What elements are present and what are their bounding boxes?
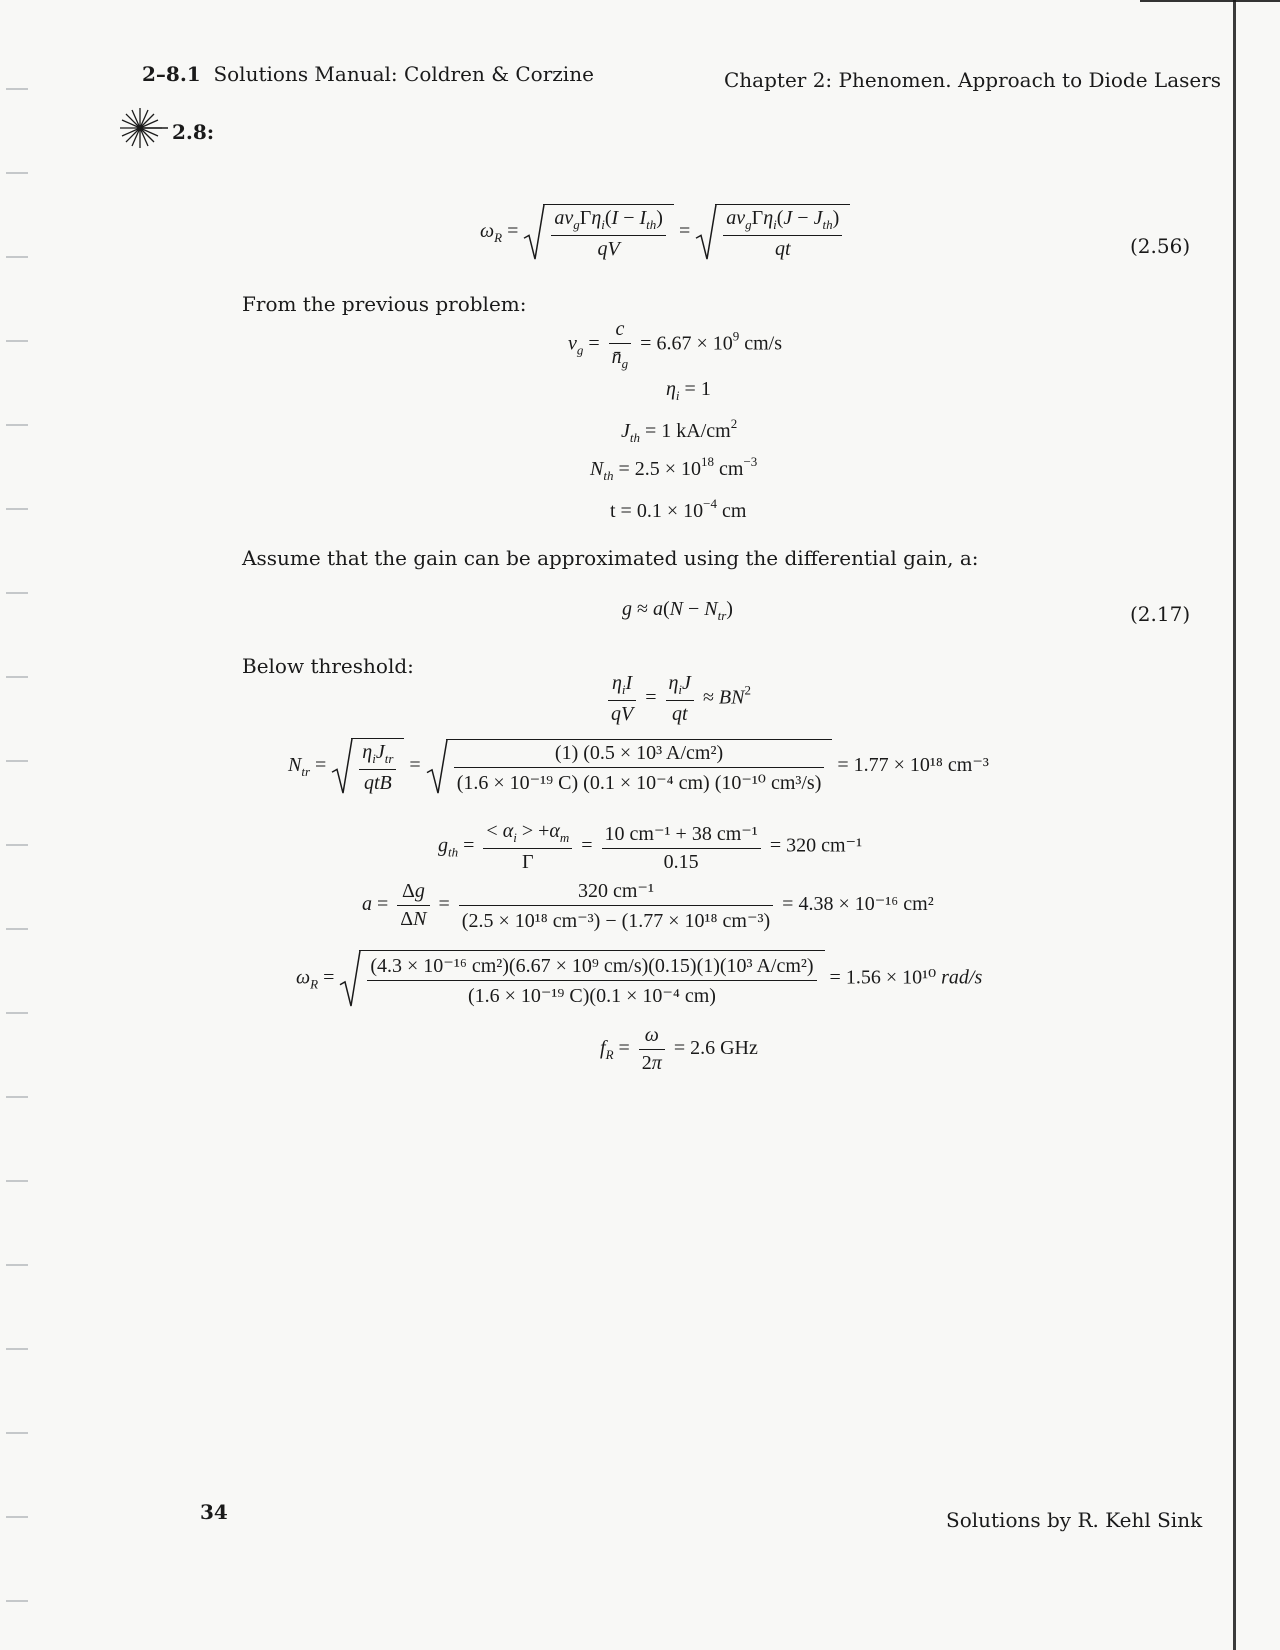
a-numerator: 320 cm⁻¹	[459, 878, 773, 906]
header-title: Solutions Manual: Coldren & Corzine	[213, 62, 594, 86]
equation-number-2-56: (2.56)	[1130, 234, 1191, 258]
a-denominator: (2.5 × 10¹⁸ cm⁻³) − (1.77 × 10¹⁸ cm⁻³)	[461, 910, 771, 932]
equation-jth: $J_{th} = 1$ $kA/cm^2$	[621, 416, 738, 445]
wr-numerator: (4.3 × 10⁻¹⁶ cm²)(6.67 × 10⁹ cm/s)(0.15)(1)(10³ A/cm²)	[367, 953, 816, 981]
wr-unit: rad/s	[941, 966, 983, 989]
equation-t: $t = 0.1 \times 10^{-4}$ cm	[610, 496, 747, 522]
equation-eta-i: $\eta_i = 1$	[666, 378, 711, 403]
equation-wr-definition: $\omega_R$ = $\frac{av_g\Gamma\eta_i(I - I_{th})}{qV}$ = $\frac{av_g\Gamma\eta_i(J - J_{th})}{qt}$	[480, 204, 850, 261]
section-number: 2–8.1	[142, 62, 201, 86]
equation-number-2-17: (2.17)	[1130, 602, 1191, 626]
equation-vg: $v_g$ = $\frac{c}{n̄_g}$ = $6.67 \times 10^9$ cm/s	[568, 318, 783, 371]
text-from-previous: From the previous problem:	[242, 292, 527, 316]
equation-fr: $f_R$ = $\frac{\omega}{2\pi}$ = 2.6 GHz	[600, 1024, 758, 1074]
gth-numerator: 10 cm⁻¹ + 38 cm⁻¹	[602, 821, 761, 849]
text-below-threshold: Below threshold:	[242, 654, 414, 678]
gth-result: = 320 cm⁻¹	[769, 834, 863, 857]
equation-below-threshold: $\frac{\eta_iI}{qV}$ = $\frac{\eta_iJ}{qt}$ ≈ $BN^2$	[604, 672, 751, 726]
equation-differential-gain: a = $\frac{\Delta g}{\Delta N}$ = $\frac{\text{320 cm⁻¹}}{\text{(2.5 × 10¹⁸ cm⁻³) − (1.77 × 10¹⁸ cm⁻³)}}$ = 4.38 × 10⁻¹⁶ cm²	[362, 880, 934, 932]
page-number: 34	[200, 1500, 228, 1524]
problem-label: 2.8:	[172, 120, 215, 144]
ntr-result: = 1.77 × 10¹⁸ cm⁻³	[837, 754, 989, 777]
running-header-left	[142, 62, 594, 86]
wr-result: = 1.56 × 10¹⁰	[829, 966, 937, 989]
equation-ntr: $N_{tr}$ = $\frac{\eta_iJ_{tr}}{\text{qtB}}$ = $\frac{\text{(1) (0.5 × 10³ A/cm²)}}{\text{(1.6 × 10⁻¹⁹ C) (0.1 × 10⁻⁴ cm) (10⁻¹⁰ cm³/s)}}$ = 1.77 × 10¹⁸ cm⁻³	[288, 738, 989, 795]
equation-wr-result: $\omega_R$ = $\frac{\text{(4.3 × 10⁻¹⁶ cm²)(6.67 × 10⁹ cm/s)(0.15)(1)(10³ A/cm²)}}{\text{(1.6 × 10⁻¹⁹ C)(0.1 × 10⁻⁴ cm)}}$ = 1.56 × 10¹⁰ rad/s	[296, 950, 982, 1008]
fr-result: = 2.6 GHz	[673, 1037, 758, 1060]
ntr-numerator: (1) (0.5 × 10³ A/cm²)	[454, 742, 825, 768]
top-edge-rule	[1140, 0, 1280, 2]
gth-denominator: 0.15	[663, 850, 699, 873]
equation-gth: $g_{th}$ = $\frac{< \alpha_i > +\alpha_m}{\Gamma}$ = $\frac{\text{10 cm⁻¹ + 38 cm⁻¹}}{0.15}$ = 320 cm⁻¹	[438, 820, 863, 873]
starburst-icon	[118, 106, 168, 154]
a-result: = 4.38 × 10⁻¹⁶ cm²	[782, 893, 934, 916]
wr-denominator: (1.6 × 10⁻¹⁹ C)(0.1 × 10⁻⁴ cm)	[467, 985, 716, 1007]
equation-gain-approx: $g \approx a(N - N_{tr})$	[622, 598, 733, 623]
footer-credit: Solutions by R. Kehl Sink	[946, 1508, 1203, 1532]
right-edge-rule	[1233, 0, 1236, 1650]
running-header-right: Chapter 2: Phenomen. Approach to Diode Lasers	[724, 68, 1222, 92]
equation-nth: $N_{th} = 2.5 \times 10^{18}$ $cm^{-3}$	[590, 454, 758, 483]
text-assume-gain: Assume that the gain can be approximated using the differential gain, a:	[242, 546, 979, 570]
ntr-denominator: (1.6 × 10⁻¹⁹ C) (0.1 × 10⁻⁴ cm) (10⁻¹⁰ cm³/s)	[456, 771, 822, 794]
